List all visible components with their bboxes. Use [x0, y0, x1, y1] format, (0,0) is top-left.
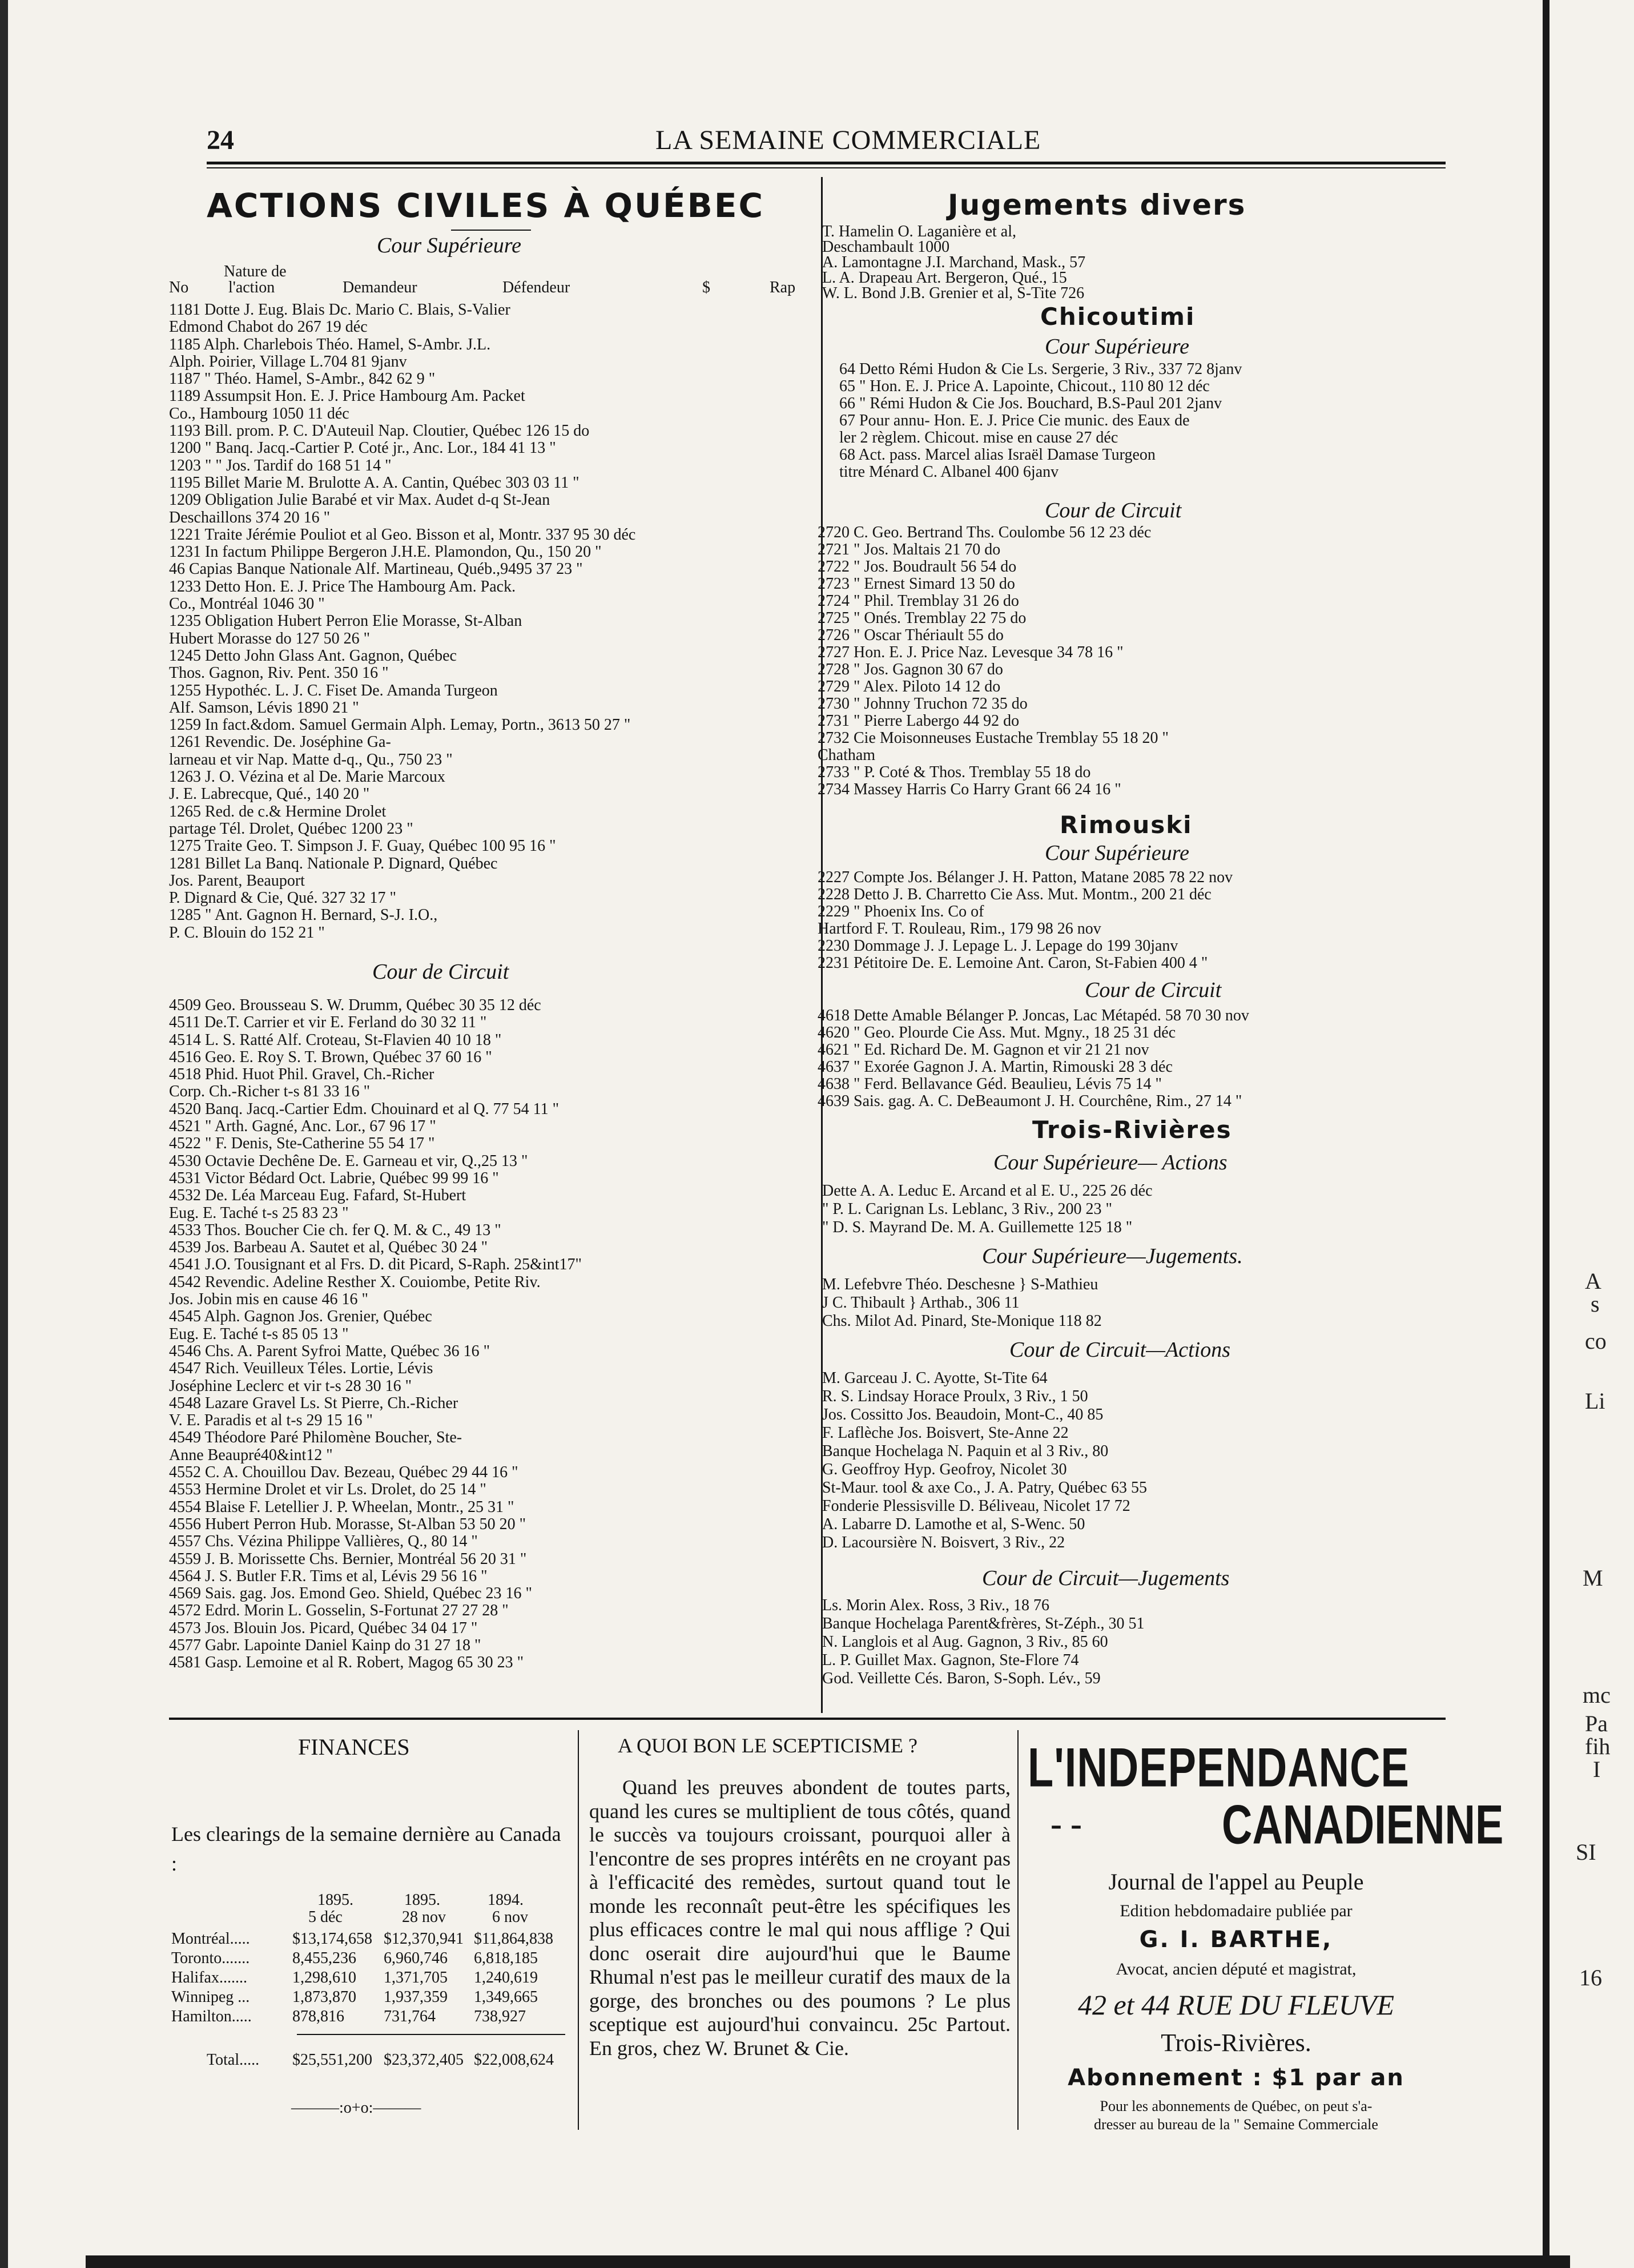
tr-cs-jugements-list — [822, 1276, 1102, 1330]
list-item: 4621 " Ed. Richard De. M. Gagnon et vir 21 21 nov — [818, 1041, 1149, 1059]
fin-date-2: 28 nov — [402, 1908, 446, 1926]
finances-cell-city: Halifax....... — [171, 1969, 247, 1986]
header-demandeur: Demandeur — [343, 279, 417, 296]
list-item: 1193 Bill. prom. P. C. D'Auteuil Nap. Cloutier, Québec 126 15 do — [169, 422, 590, 440]
chicoutimi-cc-heading: Cour de Circuit — [1045, 498, 1182, 522]
list-item: 46 Capias Banque Nationale Alf. Martineau, Québ.,9495 37 23 " — [169, 560, 583, 578]
ad-role: Avocat, ancien député et magistrat, — [1116, 1960, 1357, 1979]
list-item: Jos. Cossitto Jos. Beaudoin, Mont-C., 40 85 — [822, 1406, 1104, 1423]
fin-total-label: Total..... — [207, 2051, 260, 2069]
margin-fragment: M — [1583, 1565, 1603, 1591]
list-item: Jos. Parent, Beauport — [169, 871, 305, 890]
list-item: 2229 " Phoenix Ins. Co of — [818, 903, 984, 920]
list-item: 4541 J.O. Tousignant et al Frs. D. dit Picard, S-Raph. 25&int17" — [169, 1256, 582, 1274]
ad-left-rule — [1017, 1730, 1019, 2130]
list-item: ler 2 règlem. Chicout. mise en cause 27 déc — [839, 429, 1118, 447]
list-item: " D. S. Mayrand De. M. A. Guillemette 125 18 " — [822, 1219, 1133, 1236]
list-item: 4545 Alph. Gagnon Jos. Grenier, Québec — [169, 1308, 432, 1326]
margin-fragment: SI — [1576, 1839, 1596, 1865]
list-item: 4520 Banq. Jacq.-Cartier Edm. Chouinard et al Q. 77 54 11 " — [169, 1100, 560, 1118]
margin-fragment: 16 — [1579, 1965, 1602, 1990]
list-item: 1187 " Théo. Hamel, S-Ambr., 842 62 9 " — [169, 370, 436, 388]
list-item: Jos. Jobin mis en cause 46 16 " — [169, 1290, 368, 1309]
header-defendeur: Défendeur — [502, 279, 570, 296]
list-item: Dette A. A. Leduc E. Arcand et al E. U., 225 26 déc — [822, 1182, 1153, 1200]
fin-total-v2: $23,372,405 — [384, 2051, 464, 2069]
jugements-divers-list — [822, 224, 1085, 301]
list-item: Deschambault 1000 — [822, 238, 950, 256]
list-item: 65 " Hon. E. J. Price A. Lapointe, Chicout., 110 80 12 déc — [839, 377, 1210, 395]
ad-title-line1: L'INDEPENDANCE — [1028, 1736, 1410, 1799]
list-item: 2733 " P. Coté & Thos. Tremblay 55 18 do — [818, 763, 1091, 781]
list-item: 64 Detto Rémi Hudon & Cie Ls. Sergerie, 3 Riv., 337 72 8janv — [839, 360, 1242, 378]
list-item: God. Veillette Cés. Baron, S-Soph. Lév., 59 — [822, 1670, 1101, 1687]
list-item: 2726 " Oscar Thériault 55 do — [818, 626, 1004, 644]
list-item: 2722 " Jos. Boudrault 56 54 do — [818, 558, 1017, 576]
ad-title-line2: CANADIENNE — [1222, 1794, 1504, 1856]
list-item: Co., Hambourg 1050 11 déc — [169, 404, 349, 423]
list-item: V. E. Paradis et al t-s 29 15 16 " — [169, 1412, 373, 1430]
list-item: Chs. Milot Ad. Pinard, Ste-Monique 118 82 — [822, 1312, 1102, 1330]
list-item: 2227 Compte Jos. Bélanger J. H. Patton, Matane 2085 78 22 nov — [818, 868, 1233, 886]
tr-cc-actions-list — [822, 1369, 1147, 1552]
list-item: 1189 Assumpsit Hon. E. J. Price Hambourg Am. Packet — [169, 387, 525, 405]
list-item: 2727 Hon. E. J. Price Naz. Levesque 34 78 16 " — [818, 644, 1124, 661]
list-item: 4521 " Arth. Gagné, Anc. Lor., 67 96 17 " — [169, 1117, 436, 1136]
list-item: T. Hamelin O. Laganière et al, — [822, 223, 1016, 240]
finances-cell-v1: 1,873,870 — [292, 1988, 356, 2006]
margin-fragment: mc — [1583, 1682, 1611, 1708]
page-number: 24 — [207, 125, 234, 155]
list-item: 4569 Sais. gag. Jos. Emond Geo. Shield, Québec 23 16 " — [169, 1585, 532, 1603]
header-no: No — [169, 279, 189, 296]
scan-left-edge — [0, 0, 8, 2268]
list-item: Alph. Poirier, Village L.704 81 9janv — [169, 352, 407, 371]
list-item: 2730 " Johnny Truchon 72 35 do — [818, 695, 1028, 713]
scan-bottom-edge — [86, 2255, 1570, 2268]
list-item: partage Tél. Drolet, Québec 1200 23 " — [169, 819, 413, 838]
running-title: LA SEMAINE COMMERCIALE — [655, 125, 1041, 155]
cour-superieure-heading: Cour Supérieure — [377, 234, 521, 258]
chicoutimi-cc-list — [818, 524, 1169, 798]
list-item: " P. L. Carignan Ls. Leblanc, 3 Riv., 200 23 " — [822, 1200, 1112, 1218]
finances-cell-v2: 731,764 — [384, 2008, 436, 2025]
ad-city: Trois-Rivières. — [1161, 2029, 1311, 2057]
fin-year-2: 1895. — [404, 1891, 440, 1909]
fin-date-1: 5 déc — [308, 1908, 343, 1926]
list-item: 4577 Gabr. Lapointe Daniel Kainp do 31 27 18 " — [169, 1636, 481, 1654]
list-item: 2728 " Jos. Gagnon 30 67 do — [818, 661, 1003, 678]
list-item: 2230 Dommage J. J. Lepage L. J. Lepage do 199 30janv — [818, 937, 1178, 955]
tr-cc-jugements-list — [822, 1597, 1144, 1688]
list-item: titre Ménard C. Albanel 400 6janv — [839, 463, 1059, 481]
list-item: Anne Beaupré40&int12 " — [169, 1446, 333, 1464]
finances-intro: Les clearings de la semaine dernière au Canada : — [171, 1823, 561, 1875]
ad-dashes: - - — [1051, 1805, 1082, 1843]
trois-rivieres-heading: Trois-Rivières — [1032, 1116, 1232, 1144]
margin-fragment: s — [1591, 1291, 1600, 1317]
list-item: 67 Pour annu- Hon. E. J. Price Cie munic. des Eaux de — [839, 412, 1190, 429]
list-item: D. Lacoursière N. Boisvert, 3 Riv., 22 — [822, 1534, 1065, 1551]
finances-cell-v1: 878,816 — [292, 2008, 344, 2025]
list-item: 1200 " Banq. Jacq.-Cartier P. Coté jr., Anc. Lor., 184 41 13 " — [169, 439, 556, 457]
article-left-rule — [578, 1730, 579, 2130]
scan-right-fold — [1543, 0, 1550, 2268]
list-item: 1235 Obligation Hubert Perron Elie Morasse, St-Alban — [169, 612, 522, 630]
ad-address: 42 et 44 RUE DU FLEUVE — [1077, 1989, 1395, 2021]
list-item: 4639 Sais. gag. A. C. DeBeaumont J. H. Courchêne, Rim., 27 14 " — [818, 1092, 1242, 1110]
list-item: Ls. Morin Alex. Ross, 3 Riv., 18 76 — [822, 1597, 1049, 1614]
finances-cell-v2: 1,371,705 — [384, 1969, 448, 1986]
list-item: A. Labarre D. Lamothe et al, S-Wenc. 50 — [822, 1515, 1085, 1533]
list-item: 4572 Edrd. Morin L. Gosselin, S-Fortunat 27 27 28 " — [169, 1602, 509, 1620]
jugements-divers-title: Jugements divers — [948, 188, 1246, 222]
list-item: 2228 Detto J. B. Charretto Cie Ass. Mut. Montm., 200 21 déc — [818, 886, 1212, 903]
list-item: Deschaillons 374 20 16 " — [169, 508, 331, 526]
list-item: 4549 Théodore Paré Philomène Boucher, Ste- — [169, 1429, 462, 1447]
list-item: 2734 Massey Harris Co Harry Grant 66 24 16 " — [818, 781, 1121, 798]
cour-circuit-list — [169, 997, 582, 1672]
list-item: 1195 Billet Marie M. Brulotte A. A. Cantin, Québec 303 03 11 " — [169, 473, 579, 492]
list-item: 4539 Jos. Barbeau A. Sautet et al, Québec 30 24 " — [169, 1238, 488, 1257]
list-item: 1275 Traite Geo. T. Simpson J. F. Guay, Québec 100 95 16 " — [169, 837, 556, 855]
finances-cell-v2: 6,960,746 — [384, 1949, 448, 1967]
list-item: 4533 Thos. Boucher Cie ch. fer Q. M. & C., 49 13 " — [169, 1221, 501, 1239]
ad-note-2: dresser au bureau de la " Semaine Commerciale — [1094, 2116, 1378, 2133]
list-item: 4618 Dette Amable Bélanger P. Joncas, Lac Métapéd. 58 70 30 nov — [818, 1007, 1249, 1024]
list-item: 4556 Hubert Perron Hub. Morasse, St-Alban 53 50 20 " — [169, 1515, 526, 1533]
chicoutimi-cs-heading: Cour Supérieure — [1045, 335, 1189, 359]
list-item: Edmond Chabot do 267 19 déc — [169, 318, 368, 336]
margin-fragment: co — [1585, 1328, 1607, 1354]
fin-total-v3: $22,008,624 — [474, 2051, 554, 2069]
list-item: L. P. Guillet Max. Gagnon, Ste-Flore 74 — [822, 1651, 1079, 1669]
list-item: 1285 " Ant. Gagnon H. Bernard, S-J. I.O., — [169, 906, 438, 924]
list-item: 4518 Phid. Huot Phil. Gravel, Ch.-Richer — [169, 1065, 434, 1084]
list-item: 4547 Rich. Veuilleux Téles. Lortie, Lévis — [169, 1360, 433, 1378]
list-item: A. Lamontagne J.I. Marchand, Mask., 57 — [822, 254, 1086, 271]
tr-cc-jugements-heading: Cour de Circuit—Jugements — [982, 1566, 1230, 1590]
list-item: Eug. E. Taché t-s 85 05 13 " — [169, 1325, 349, 1343]
ad-subtitle: Journal de l'appel au Peuple — [1108, 1869, 1364, 1895]
list-item: 4516 Geo. E. Roy S. T. Brown, Québec 37 60 16 " — [169, 1048, 492, 1066]
list-item: G. Geoffroy Hyp. Geofroy, Nicolet 30 — [822, 1461, 1067, 1478]
finances-cell-v3: 6,818,185 — [474, 1949, 538, 1967]
list-item: 4509 Geo. Brousseau S. W. Drumm, Québec 30 35 12 déc — [169, 996, 541, 1014]
list-item: P. Dignard & Cie, Qué. 327 32 17 " — [169, 889, 396, 907]
fin-total-v1: $25,551,200 — [292, 2051, 372, 2069]
list-item: 1281 Billet La Banq. Nationale P. Dignard, Québec — [169, 854, 498, 872]
list-item: Banque Hochelaga N. Paquin et al 3 Riv., 80 — [822, 1442, 1109, 1460]
rimouski-cs-list — [818, 869, 1233, 972]
section-rule — [451, 230, 531, 231]
list-item: 1185 Alph. Charlebois Théo. Hamel, S-Ambr. J.L. — [169, 335, 491, 353]
list-item: Joséphine Leclerc et vir t-s 28 30 16 " — [169, 1377, 412, 1395]
list-item: Fonderie Plessisville D. Béliveau, Nicolet 17 72 — [822, 1497, 1130, 1515]
list-item: 1263 J. O. Vézina et al De. Marie Marcoux — [169, 768, 445, 786]
list-item: 2729 " Alex. Piloto 14 12 do — [818, 678, 1001, 695]
finances-cell-v1: 1,298,610 — [292, 1969, 356, 1986]
list-item: 2731 " Pierre Labergo 44 92 do — [818, 712, 1020, 730]
list-item: 4532 De. Léa Marceau Eug. Fafard, St-Hubert — [169, 1187, 466, 1205]
fin-year-3: 1894. — [488, 1891, 524, 1909]
header-dollar: $ — [702, 279, 710, 296]
rimouski-cs-heading: Cour Supérieure — [1045, 841, 1189, 865]
list-item: 1265 Red. de c.& Hermine Drolet — [169, 802, 387, 821]
list-item: 1231 In factum Philippe Bergeron J.H.E. Plamondon, Qu., 150 20 " — [169, 543, 602, 561]
ad-note-1: Pour les abonnements de Québec, on peut s'a- — [1100, 2098, 1373, 2114]
list-item: M. Lefebvre Théo. Deschesne } S-Mathieu — [822, 1276, 1098, 1293]
margin-fragment: fih — [1585, 1734, 1611, 1759]
list-item: 4620 " Geo. Plourde Cie Ass. Mut. Mgny., 18 25 31 déc — [818, 1024, 1176, 1041]
list-item: P. C. Blouin do 152 21 " — [169, 923, 325, 942]
finances-cell-city: Winnipeg ... — [171, 1988, 250, 2006]
tr-cc-actions-heading: Cour de Circuit—Actions — [1009, 1338, 1231, 1362]
list-item: Hubert Morasse do 127 50 26 " — [169, 629, 371, 648]
finances-cell-v3: $11,864,838 — [474, 1930, 553, 1948]
finances-cell-v2: $12,370,941 — [384, 1930, 464, 1948]
list-item: 4554 Blaise F. Letellier J. P. Wheelan, Montr., 25 31 " — [169, 1498, 514, 1516]
list-item: 1209 Obligation Julie Barabé et vir Max. Audet d-q St-Jean — [169, 491, 550, 509]
list-item: 1261 Revendic. De. Joséphine Ga- — [169, 733, 391, 751]
list-item: 1259 In fact.&dom. Samuel Germain Alph. Lemay, Portn., 3613 50 27 " — [169, 716, 631, 734]
list-item: Co., Montréal 1046 30 " — [169, 595, 325, 613]
list-item: 4546 Chs. A. Parent Syfroi Matte, Québec 36 16 " — [169, 1342, 490, 1360]
article-title: A QUOI BON LE SCEPTICISME ? — [618, 1734, 918, 1757]
finances-ornament: ———:o+o:——— — [291, 2099, 421, 2117]
list-item: 2721 " Jos. Maltais 21 70 do — [818, 541, 1001, 558]
list-item: 4542 Revendic. Adeline Resther X. Couiombe, Petite Riv. — [169, 1273, 541, 1291]
finances-cell-v3: 1,240,619 — [474, 1969, 538, 1986]
list-item: 4548 Lazare Gravel Ls. St Pierre, Ch.-Richer — [169, 1394, 458, 1412]
rimouski-cc-heading: Cour de Circuit — [1085, 978, 1222, 1002]
chicoutimi-cs-list — [839, 361, 1242, 481]
finances-cell-v3: 1,349,665 — [474, 1988, 538, 2006]
list-item: 2723 " Ernest Simard 13 50 do — [818, 575, 1015, 593]
rimouski-cc-list — [818, 1007, 1249, 1110]
list-item: 4514 L. S. Ratté Alf. Croteau, St-Flavien 40 10 18 " — [169, 1031, 502, 1049]
list-item: Alf. Samson, Lévis 1890 21 " — [169, 698, 359, 717]
list-item: 4511 De.T. Carrier et vir E. Ferland do 30 32 11 " — [169, 1014, 487, 1032]
finances-title: FINANCES — [298, 1734, 410, 1760]
list-item: larneau et vir Nap. Matte d-q., Qu., 750 23 " — [169, 750, 453, 769]
list-item: W. L. Bond J.B. Grenier et al, S-Tite 726 — [822, 284, 1085, 302]
list-item: 4557 Chs. Vézina Philippe Vallières, Q., 80 14 " — [169, 1533, 478, 1551]
article-text: Quand les preuves abondent de toutes parts, quand les cures se multiplient de tous côtés, quand le succès va toujours croissant, pourquoi aller à l'encontre de ses propres intérêts en ne croyant pas à l'efficacité des remèdes, surtout quand tout le monde les reconnaît peut-être les spécifiques les plus efficaces contre le mal qui nous afflige ? Qui donc oserait dire aujourd'hui que le Baume Rhumal n'est pas le meilleur curatif des maux de la gorge, des bronches ou des poumons ? Le plus sceptique est aujourd'hui convaincu. 25c Partout. En gros, chez W. Brunet & Cie. — [589, 1776, 1011, 2060]
list-item: 2720 C. Geo. Bertrand Ths. Coulombe 56 12 23 déc — [818, 524, 1152, 541]
ad-edition: Edition hebdomadaire publiée par — [1120, 1901, 1353, 1920]
fin-year-1: 1895. — [317, 1891, 353, 1909]
list-item: 4559 J. B. Morissette Chs. Bernier, Montréal 56 20 31 " — [169, 1550, 527, 1568]
fin-date-3: 6 nov — [492, 1908, 528, 1926]
list-item: L. A. Drapeau Art. Bergeron, Qué., 15 — [822, 269, 1067, 287]
header-action: l'action — [228, 279, 275, 296]
list-item: 68 Act. pass. Marcel alias Israël Damase Turgeon — [839, 446, 1156, 464]
list-item: Eug. E. Taché t-s 25 83 23 " — [169, 1204, 349, 1222]
list-item: 1255 Hypothéc. L. J. C. Fiset De. Amanda Turgeon — [169, 681, 498, 699]
list-item: 4564 J. S. Butler F.R. Tims et al, Lévis 29 56 16 " — [169, 1567, 488, 1585]
margin-fragment: Pa — [1585, 1711, 1608, 1736]
tr-cs-actions-list — [822, 1182, 1153, 1237]
margin-fragment: Li — [1585, 1388, 1605, 1414]
cour-circuit-heading: Cour de Circuit — [372, 960, 509, 984]
list-item: 4638 " Ferd. Bellavance Géd. Beaulieu, Lévis 75 14 " — [818, 1075, 1162, 1093]
list-item: 1221 Traite Jérémie Pouliot et al Geo. Bisson et al, Montr. 337 95 30 déc — [169, 525, 636, 544]
list-item: R. S. Lindsay Horace Proulx, 3 Riv., 1 50 — [822, 1388, 1088, 1405]
list-item: 2725 " Onés. Tremblay 22 75 do — [818, 609, 1027, 627]
list-item: 4530 Octavie Dechêne De. E. Garneau et vir, Q.,25 13 " — [169, 1152, 528, 1170]
ad-publisher: G. I. BARTHE, — [1139, 1927, 1333, 1953]
list-item: M. Garceau J. C. Ayotte, St-Tite 64 — [822, 1369, 1048, 1387]
list-item: 1245 Detto John Glass Ant. Gagnon, Québec — [169, 646, 457, 665]
cour-superieure-list — [169, 301, 635, 942]
list-item: 1203 " " Jos. Tardif do 168 51 14 " — [169, 456, 392, 474]
list-item: 4637 " Exorée Gagnon J. A. Martin, Rimouski 28 3 déc — [818, 1058, 1173, 1076]
rimouski-heading: Rimouski — [1060, 811, 1193, 839]
list-item: 1233 Detto Hon. E. J. Price The Hambourg Am. Pack. — [169, 577, 516, 596]
tr-cs-actions-heading: Cour Supérieure— Actions — [993, 1151, 1227, 1175]
actions-civiles-title: ACTIONS CIVILES À QUÉBEC — [207, 186, 765, 225]
list-item: 4552 C. A. Chouillou Dav. Bezeau, Québec 29 44 16 " — [169, 1463, 518, 1482]
finances-cell-v3: 738,927 — [474, 2008, 526, 2025]
list-item: Corp. Ch.-Richer t-s 81 33 16 " — [169, 1083, 371, 1101]
header-rule-thin — [207, 167, 1446, 168]
list-item: 4581 Gasp. Lemoine et al R. Robert, Magog 65 30 23 " — [169, 1654, 524, 1672]
margin-fragment: I — [1593, 1756, 1601, 1782]
finances-cell-v1: 8,455,236 — [292, 1949, 356, 1967]
chicoutimi-heading: Chicoutimi — [1040, 303, 1196, 331]
finances-cell-city: Toronto....... — [171, 1949, 250, 1967]
list-item: J. E. Labrecque, Qué., 140 20 " — [169, 785, 370, 803]
header-nature: Nature de — [224, 263, 287, 280]
list-item: Chatham — [818, 746, 876, 764]
list-item: St-Maur. tool & axe Co., J. A. Patry, Québec 63 55 — [822, 1479, 1148, 1497]
header-rap: Rap — [770, 279, 796, 296]
header-rule — [207, 162, 1446, 164]
list-item: 2724 " Phil. Tremblay 31 26 do — [818, 592, 1019, 610]
list-item: Banque Hochelaga Parent&frères, St-Zéph., 30 51 — [822, 1615, 1145, 1632]
finances-cell-v2: 1,937,359 — [384, 1988, 448, 2006]
finances-cell-v1: $13,174,658 — [292, 1930, 372, 1948]
list-item: Hartford F. T. Rouleau, Rim., 179 98 26 nov — [818, 920, 1101, 938]
list-item: 2231 Pétitoire De. E. Lemoine Ant. Caron, St-Fabien 400 4 " — [818, 954, 1208, 972]
list-item: 66 " Rémi Hudon & Cie Jos. Bouchard, B.S-Paul 201 2janv — [839, 395, 1222, 412]
ad-subscription: Abonnement : $1 par an — [1068, 2065, 1404, 2091]
bottom-section-rule — [169, 1718, 1446, 1720]
list-item: 4522 " F. Denis, Ste-Catherine 55 54 17 " — [169, 1135, 435, 1153]
list-item: F. Laflèche Jos. Boisvert, Ste-Anne 22 — [822, 1424, 1069, 1442]
tr-cs-jugements-heading: Cour Supérieure—Jugements. — [982, 1244, 1243, 1268]
list-item: 4573 Jos. Blouin Jos. Picard, Québec 34 04 17 " — [169, 1619, 478, 1637]
list-item: N. Langlois et al Aug. Gagnon, 3 Riv., 85 60 — [822, 1633, 1108, 1651]
margin-fragment: A — [1585, 1268, 1601, 1294]
finances-total-rule — [297, 2034, 565, 2035]
list-item: 2732 Cie Moisonneuses Eustache Tremblay 55 18 20 " — [818, 729, 1169, 747]
list-item: 4553 Hermine Drolet et vir Ls. Drolet, do 25 14 " — [169, 1481, 486, 1499]
list-item: 1181 Dotte J. Eug. Blais Dc. Mario C. Blais, S-Valier — [169, 301, 510, 319]
finances-cell-city: Montréal..... — [171, 1930, 250, 1948]
list-item: 4531 Victor Bédard Oct. Labrie, Québec 99 99 16 " — [169, 1169, 499, 1187]
list-item: Thos. Gagnon, Riv. Pent. 350 16 " — [169, 664, 389, 682]
list-item: J C. Thibault } Arthab., 306 11 — [822, 1294, 1020, 1312]
finances-cell-city: Hamilton..... — [171, 2008, 252, 2025]
